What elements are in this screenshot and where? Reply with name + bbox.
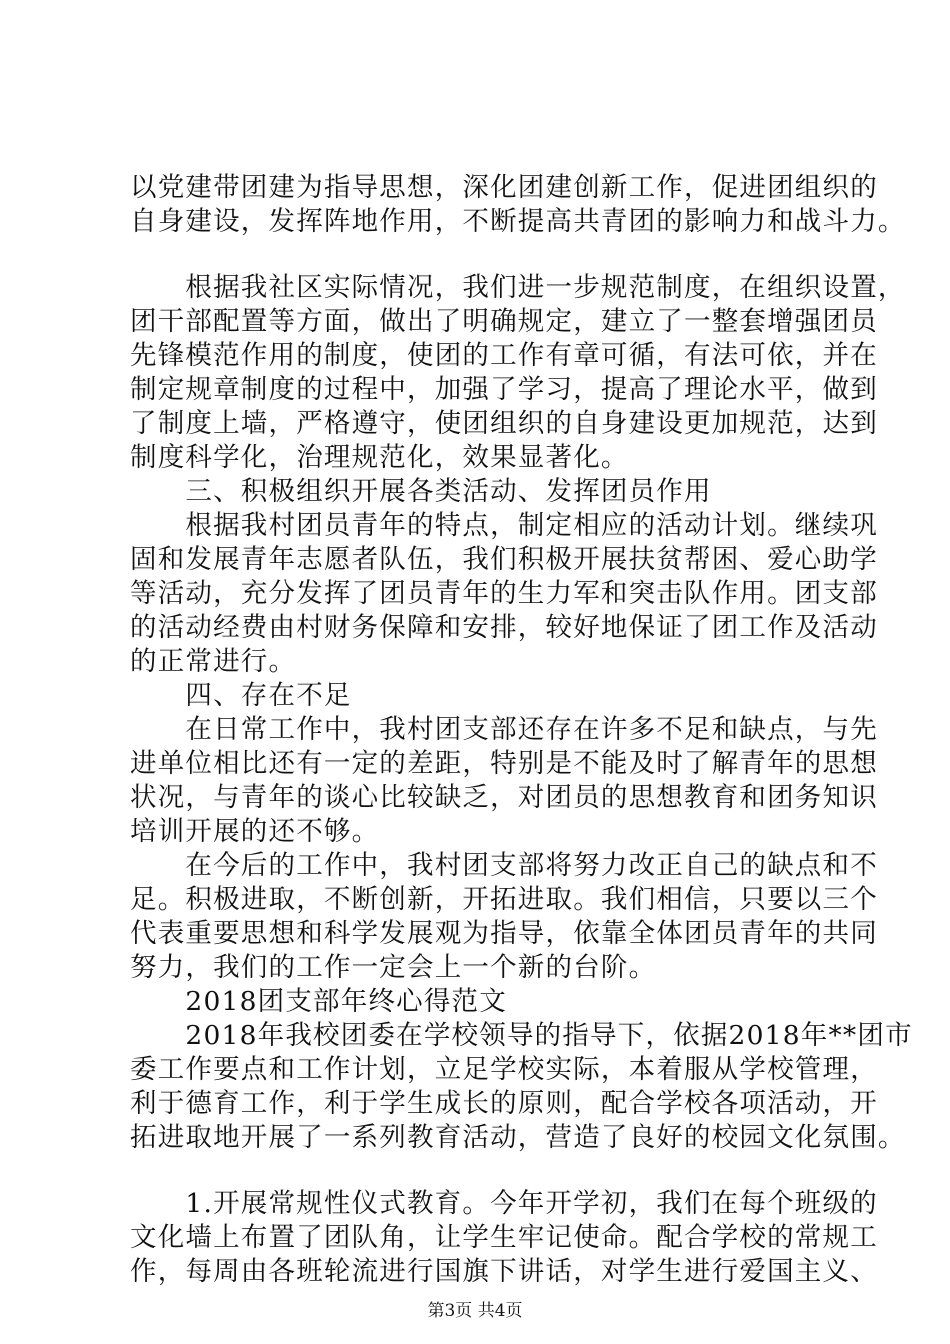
body-text-line: 的正常进行。 (130, 646, 297, 677)
body-text-line: 委工作要点和工作计划，立足学校实际，本着服从学校管理， (130, 1054, 878, 1085)
body-text-line: 以党建带团建为指导思想，深化团建创新工作，促进团组织的 (130, 172, 878, 203)
body-text-line: 制定规章制度的过程中，加强了学习，提高了理论水平，做到 (130, 374, 878, 405)
body-text-line: 培训开展的还不够。 (130, 816, 380, 847)
body-text-line: 在日常工作中，我村团支部还存在许多不足和缺点，与先 (130, 714, 878, 745)
section-heading: 四、存在不足 (130, 680, 352, 711)
body-text-line: 自身建设，发挥阵地作用，不断提高共青团的影响力和战斗力。 (130, 206, 906, 237)
body-text-line: 固和发展青年志愿者队伍，我们积极开展扶贫帮困、爱心助学 (130, 544, 878, 575)
body-text-line: 文化墙上布置了团队角，让学生牢记使命。配合学校的常规工 (130, 1222, 878, 1253)
body-text-line: 进单位相比还有一定的差距，特别是不能及时了解青年的思想 (130, 748, 878, 779)
body-text-line: 在今后的工作中，我村团支部将努力改正自己的缺点和不 (130, 850, 878, 881)
body-text-line: 等活动，充分发挥了团员青年的生力军和突击队作用。团支部 (130, 578, 878, 609)
body-text-line: 根据我村团员青年的特点，制定相应的活动计划。继续巩 (130, 510, 878, 541)
section-heading: 2018团支部年终心得范文 (130, 986, 507, 1017)
body-text-line: 状况，与青年的谈心比较缺乏，对团员的思想教育和团务知识 (130, 782, 878, 813)
body-text-line: 团干部配置等方面，做出了明确规定，建立了一整套增强团员 (130, 306, 878, 337)
body-text-line: 1.开展常规性仪式教育。今年开学初，我们在每个班级的 (130, 1188, 878, 1219)
body-text-line: 了制度上墙，严格遵守，使团组织的自身建设更加规范，达到 (130, 408, 878, 439)
body-text-line: 根据我社区实际情况，我们进一步规范制度，在组织设置， (130, 272, 906, 303)
body-text-line: 代表重要思想和科学发展观为指导，依靠全体团员青年的共同 (130, 918, 878, 949)
body-text-line: 先锋模范作用的制度，使团的工作有章可循，有法可依，并在 (130, 340, 878, 371)
body-text-line: 努力，我们的工作一定会上一个新的台阶。 (130, 952, 657, 983)
body-text-line: 作，每周由各班轮流进行国旗下讲话，对学生进行爱国主义、 (130, 1256, 878, 1287)
body-text-line: 拓进取地开展了一系列教育活动，营造了良好的校园文化氛围。 (130, 1122, 906, 1153)
page-footer: 第3页 共4页 (427, 1301, 523, 1321)
body-text-line: 2018年我校团委在学校领导的指导下，依据2018年**团市 (130, 1020, 913, 1051)
body-text-line: 足。积极进取，不断创新，开拓进取。我们相信，只要以三个 (130, 884, 878, 915)
body-text-line: 的活动经费由村财务保障和安排，较好地保证了团工作及活动 (130, 612, 878, 643)
body-text-line: 制度科学化，治理规范化，效果显著化。 (130, 442, 629, 473)
body-text-line: 利于德育工作，利于学生成长的原则，配合学校各项活动，开 (130, 1088, 878, 1119)
section-heading: 三、积极组织开展各类活动、发挥团员作用 (130, 476, 712, 507)
